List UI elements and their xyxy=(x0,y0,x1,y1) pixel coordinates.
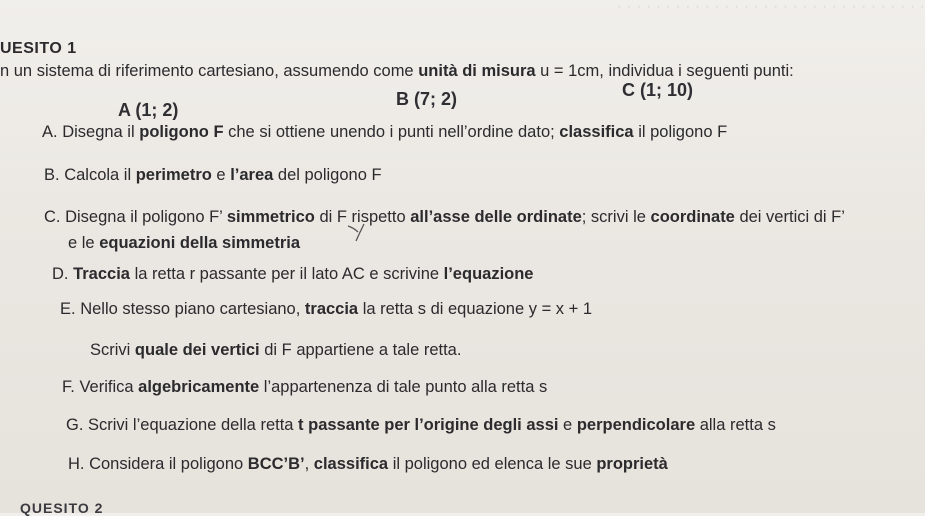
item-text: e xyxy=(558,416,577,434)
item-bold: coordinate xyxy=(650,208,735,226)
intro-post: u = 1cm, individua i seguenti punti: xyxy=(535,62,794,80)
item-e xyxy=(60,300,592,319)
item-bold: poligono F xyxy=(139,123,224,141)
item-text: Disegna il xyxy=(62,123,140,141)
item-letter: D. xyxy=(52,265,69,283)
item-a xyxy=(42,123,727,142)
item-h xyxy=(68,455,668,474)
item-bold: algebricamente xyxy=(138,378,260,396)
item-g xyxy=(66,416,776,435)
item-text: la retta s di equazione y = x + 1 xyxy=(358,300,593,318)
point-c: C (1; 10) xyxy=(622,80,694,100)
item-bold: Traccia xyxy=(73,265,130,283)
intro-pre: n un sistema di riferimento cartesiano, assumendo come xyxy=(0,62,419,80)
item-letter: F. xyxy=(62,378,75,396)
item-text: alla retta s xyxy=(695,416,776,434)
item-text: il poligono F xyxy=(633,123,728,141)
item-text: del poligono F xyxy=(273,166,382,184)
item-b xyxy=(44,166,382,185)
next-question-heading: QUESITO 2 xyxy=(20,500,104,516)
item-text: Verifica xyxy=(79,378,139,396)
item-letter: E. xyxy=(60,300,76,318)
item-bold: perimetro xyxy=(135,166,212,184)
item-bold: simmetrico xyxy=(226,208,315,226)
item-letter: H. xyxy=(68,455,85,473)
question-title: UESITO 1 xyxy=(0,40,77,57)
item-bold: classifica xyxy=(559,123,634,141)
item-text: , xyxy=(304,455,314,473)
item-bold: classifica xyxy=(313,455,389,473)
item-letter: A. xyxy=(42,123,58,141)
item-f xyxy=(62,378,547,397)
item-letter: B. xyxy=(44,166,60,184)
intro-bold: unità di misura xyxy=(418,62,536,80)
pen-tick-mark xyxy=(346,222,368,242)
bleed-through-text: · · · · · · · · · · · · · · · · · · · · · · · · · · · · · · · · xyxy=(616,0,925,15)
item-text: ; scrivi le xyxy=(581,208,651,226)
item-text: di F rispetto xyxy=(314,208,411,226)
item-bold: equazioni della simmetria xyxy=(99,234,300,252)
item-text: Calcola il xyxy=(64,166,136,184)
item-text: di F appartiene a tale retta. xyxy=(259,341,462,359)
item-c-continued xyxy=(68,234,300,253)
item-bold: quale dei vertici xyxy=(134,341,260,359)
item-bold: t passante per l’origine degli assi xyxy=(298,416,559,434)
item-bold: l’area xyxy=(230,166,274,184)
item-text: Scrivi l’equazione della retta xyxy=(88,416,299,434)
item-c xyxy=(44,208,845,227)
item-bold: l’equazione xyxy=(443,265,534,283)
item-text: Considera il poligono xyxy=(89,455,248,473)
item-text: Nello stesso piano cartesiano, xyxy=(80,300,305,318)
point-b: B (7; 2) xyxy=(396,89,458,109)
item-text: Scrivi xyxy=(90,341,135,359)
item-letter: G. xyxy=(66,416,84,434)
item-text: che si ottiene unendo i punti nell’ordine dato; xyxy=(223,123,560,141)
item-text: la retta r passante per il lato AC e scrivine xyxy=(129,265,444,283)
item-bold: proprietà xyxy=(596,455,668,473)
item-text: il poligono ed elenca le sue xyxy=(388,455,597,473)
item-text: e xyxy=(211,166,231,184)
item-bold: BCC’B’ xyxy=(247,455,305,473)
item-bold: perpendicolare xyxy=(576,416,696,434)
item-bold: all’asse delle ordinate xyxy=(410,208,582,226)
item-d xyxy=(52,265,534,284)
item-bold: traccia xyxy=(304,300,359,318)
item-text: l’appartenenza di tale punto alla retta s xyxy=(259,378,548,396)
item-text: e le xyxy=(68,234,100,252)
item-text: Disegna il poligono F’ xyxy=(65,208,227,226)
intro-text xyxy=(0,62,794,81)
item-e-continued xyxy=(90,341,461,360)
item-text: dei vertici di F’ xyxy=(734,208,845,226)
item-letter: C. xyxy=(44,208,61,226)
point-a: A (1; 2) xyxy=(118,100,179,120)
